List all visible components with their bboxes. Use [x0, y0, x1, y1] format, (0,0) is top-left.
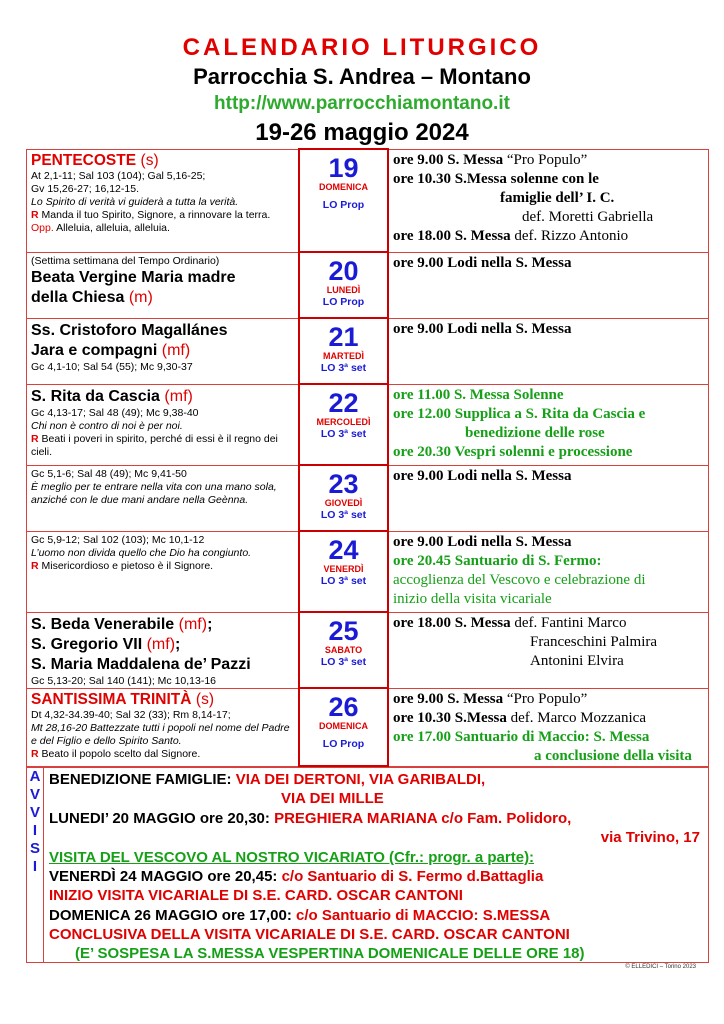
feast-rank: (s) [140, 151, 159, 169]
date-cell [299, 318, 388, 384]
office-week: LO 3ª set [320, 656, 367, 668]
response-label: R [31, 747, 39, 760]
office-week: LO Prop [322, 199, 365, 211]
day-of-week: VENERDÌ [323, 564, 364, 574]
notice-detail: c/o Santuario di MACCIO: S.MESSA [296, 907, 551, 924]
notices-box [26, 767, 709, 963]
notice-detail: CONCLUSIVA DELLA VISITA VICARIALE DI S.E. CARD. OSCAR CANTONI [49, 926, 570, 943]
feast-rank: (mf) [164, 387, 193, 405]
notice-label: VENERDÌ 24 MAGGIO ore 20,45: [49, 868, 278, 885]
notices-letter: V [29, 786, 40, 803]
date-cell [299, 531, 388, 612]
day-of-week: MARTEDÌ [323, 351, 364, 361]
punctuation: ; [207, 615, 213, 633]
notice-detail: VIA DEI DERTONI, VIA GARIBALDI, [235, 771, 486, 788]
schedule-cell [388, 384, 709, 465]
antiphon: Lo Spirito di verità vi guiderà a tutta la verità. [31, 195, 239, 208]
day-number: 23 [328, 469, 359, 499]
notices-letter: I [32, 822, 38, 839]
readings: Gc 5,9-12; Sal 102 (103); Mc 10,1-12 [31, 533, 205, 546]
day-number: 19 [328, 153, 359, 183]
feast-rank: (mf) [161, 341, 191, 359]
mass-intention: def. Moretti Gabriella [522, 208, 654, 225]
day-number: 25 [328, 616, 359, 646]
schedule-cell [388, 252, 709, 318]
notice-detail: c/o Santuario di S. Fermo d.Battaglia [281, 868, 544, 885]
opp-text: Alleluia, alleluia, alleluia. [56, 221, 170, 234]
mass-note: famiglie dell’ I. C. [500, 189, 615, 206]
mass-time: ore 17.00 Santuario di Maccio: S. Messa [393, 728, 650, 745]
readings: At 2,1-11; Sal 103 (104); Gal 5,16-25; [31, 169, 206, 182]
feast-title: PENTECOSTE [31, 151, 137, 169]
mass-time: ore 18.00 S. Messa [393, 614, 511, 631]
schedule-cell [388, 149, 709, 252]
notice-detail: INIZIO VISITA VICARIALE DI S.E. CARD. OSCAR CANTONI [49, 887, 463, 904]
readings: Gc 4,13-17; Sal 48 (49); Mc 9,38-40 [31, 406, 199, 419]
schedule-cell [388, 612, 709, 688]
liturgy-cell [27, 688, 300, 766]
date-cell [299, 612, 388, 688]
readings: Gc 4,1-10; Sal 54 (55); Mc 9,30-37 [31, 360, 193, 373]
day-row-24 [27, 531, 709, 612]
mass-note: inizio della visita vicariale [393, 590, 552, 607]
feast-title: Beata Vergine Maria madre [31, 268, 236, 286]
office-week: LO Prop [322, 738, 365, 750]
mass-intention: Antonini Elvira [530, 652, 624, 669]
readings: Gc 5,13-20; Sal 140 (141); Mc 10,13-16 [31, 674, 217, 687]
office-week: LO 3ª set [320, 509, 367, 521]
office-week: LO Prop [322, 296, 365, 308]
notice-label: LUNEDI’ 20 MAGGIO ore 20,30: [49, 810, 270, 827]
notice-detail: VIA DEI MILLE [281, 790, 384, 807]
day-row-26 [27, 688, 709, 766]
notice-label: BENEDIZIONE FAMIGLIE: [49, 771, 232, 788]
mass-note: accoglienza del Vescovo e celebrazione di [393, 571, 646, 588]
date-cell [299, 252, 388, 318]
mass-intention: def. Fantini Marco [514, 614, 627, 631]
day-row-23 [27, 465, 709, 531]
day-of-week: GIOVEDÌ [324, 498, 363, 508]
website-link[interactable]: http://www.parrocchiamontano.it [214, 93, 510, 114]
response-text: Misericordioso e pietoso è il Signore. [41, 559, 214, 572]
calendar-table [26, 148, 709, 767]
notice-detail: PREGHIERA MARIANA c/o Fam. Polidoro, [274, 810, 572, 827]
notices-label [27, 768, 44, 962]
liturgy-cell [27, 384, 300, 465]
response-label: R [31, 432, 39, 445]
day-number: 26 [328, 692, 359, 722]
office-week: LO 3ª set [320, 575, 367, 587]
feast-title-cont: Jara e compagni [31, 341, 158, 359]
mass-time: ore 10.30 S.Messa solenne con le [393, 170, 599, 187]
schedule-cell [388, 465, 709, 531]
notices-letter: A [29, 768, 41, 785]
feast-rank: (m) [128, 288, 153, 306]
feast-rank: (mf) [146, 635, 176, 653]
schedule-cell [388, 531, 709, 612]
schedule-cell [388, 688, 709, 766]
mass-intention: def. Marco Mozzanica [510, 709, 646, 726]
response-text: Beato il popolo scelto dal Signore. [41, 747, 201, 760]
feast-title: SANTISSIMA TRINITÀ [31, 690, 192, 708]
mass-note: def. Rizzo Antonio [514, 227, 629, 244]
notice-heading: VISITA DEL VESCOVO AL NOSTRO VICARIATO (Cfr.: progr. a parte): [49, 849, 535, 866]
feast-rank: (s) [195, 690, 214, 708]
mass-intention: Franceschini Palmira [530, 633, 658, 650]
copyright: © ELLEDICI – Torino 2023 [625, 964, 696, 970]
readings: Dt 4,32-34.39-40; Sal 32 (33); Rm 8,14-17; [31, 708, 231, 721]
antiphon: L’uomo non divida quello che Dio ha congiunto. [31, 546, 252, 559]
day-number: 22 [328, 388, 359, 418]
notice-detail: via Trivino, 17 [600, 829, 700, 846]
feast-rank: (mf) [178, 615, 208, 633]
day-row-19 [27, 149, 709, 252]
mass-time: ore 9.00 Lodi nella S. Messa [393, 533, 572, 550]
mass-time: ore 9.00 Lodi nella S. Messa [393, 254, 572, 271]
day-of-week: MERCOLEDÌ [316, 417, 371, 427]
notice-detail: (E’ SOSPESA LA S.MESSA VESPERTINA DOMENICALE DELLE ORE 18) [75, 945, 585, 962]
punctuation: ; [175, 635, 181, 653]
feast-title: Ss. Cristoforo Magallánes [31, 321, 228, 339]
mass-note: “Pro Populo” [506, 151, 588, 168]
mass-time: ore 18.00 S. Messa [393, 227, 511, 244]
parish-name: Parrocchia S. Andrea – Montano [193, 64, 531, 89]
day-number: 20 [328, 256, 359, 286]
mass-time: ore 20.45 Santuario di S. Fermo: [393, 552, 602, 569]
day-row-22 [27, 384, 709, 465]
day-number: 24 [328, 535, 359, 565]
feast-title: S. Rita da Cascia [31, 387, 160, 405]
response-text: Manda il tuo Spirito, Signore, a rinnovare la terra. [41, 208, 271, 221]
liturgy-cell [27, 318, 300, 384]
readings: Gc 5,1-6; Sal 48 (49); Mc 9,41-50 [31, 467, 187, 480]
liturgy-cell [27, 465, 300, 531]
week-note: (Settima settimana del Tempo Ordinario) [31, 254, 220, 267]
mass-time: ore 12.00 Supplica a S. Rita da Cascia e [393, 405, 646, 422]
antiphon: È meglio per te entrare nella vita con una mano sola, anziché con le due mani andare nella Geènna. [31, 480, 277, 506]
date-cell [299, 465, 388, 531]
day-row-21 [27, 318, 709, 384]
mass-time: ore 9.00 Lodi nella S. Messa [393, 467, 572, 484]
page-title: CALENDARIO LITURGICO [182, 34, 542, 61]
mass-time: ore 9.00 S. Messa [393, 690, 504, 707]
antiphon: Chi non è contro di noi è per noi. [31, 419, 183, 432]
date-cell [299, 688, 388, 766]
notices-letter: I [32, 858, 38, 875]
mass-time: ore 11.00 S. Messa Solenne [393, 386, 564, 403]
feast-title-cont: della Chiesa [31, 288, 125, 306]
saint-name: S. Beda Venerabile [31, 615, 175, 633]
mass-time: ore 20.30 Vespri solenni e processione [393, 443, 633, 460]
saint-name: S. Maria Maddalena de’ Pazzi [31, 655, 251, 673]
liturgy-cell [27, 149, 300, 252]
response-label: R [31, 559, 39, 572]
day-of-week: DOMENICA [319, 721, 368, 731]
date-cell [299, 149, 388, 252]
day-row-20 [27, 252, 709, 318]
liturgy-cell [27, 252, 300, 318]
liturgy-cell [27, 612, 300, 688]
response-label: R [31, 208, 39, 221]
office-week: LO 3ª set [320, 362, 367, 374]
day-row-25 [27, 612, 709, 688]
liturgy-cell [27, 531, 300, 612]
notice-label: DOMENICA 26 MAGGIO ore 17,00: [49, 907, 292, 924]
mass-time: ore 9.00 Lodi nella S. Messa [393, 320, 572, 337]
day-number: 21 [328, 322, 359, 352]
date-cell [299, 384, 388, 465]
mass-note: “Pro Populo” [506, 690, 588, 707]
mass-time: ore 9.00 S. Messa [393, 151, 504, 168]
notices-letter: S [29, 840, 40, 857]
day-of-week: LUNEDÌ [326, 285, 361, 295]
date-range: 19-26 maggio 2024 [255, 119, 469, 146]
day-of-week: DOMENICA [319, 182, 368, 192]
saint-name: S. Gregorio VII [31, 635, 143, 653]
notices-letter: V [29, 804, 40, 821]
mass-time: ore 10.30 S.Messa [393, 709, 507, 726]
response-text: Beati i poveri in spirito, perché di essi è il regno dei cieli. [31, 432, 278, 458]
mass-note: a conclusione della visita [534, 747, 692, 764]
schedule-cell [388, 318, 709, 384]
antiphon: Mt 28,16-20 Battezzate tutti i popoli nel nome del Padre e del Figlio e dello Spirito Santo. [31, 721, 290, 747]
day-of-week: SABATO [324, 645, 363, 655]
readings-cont: Gv 15,26-27; 16,12-15. [31, 182, 139, 195]
office-week: LO 3ª set [320, 428, 367, 440]
opp-label: Opp. [31, 221, 54, 234]
mass-note: benedizione delle rose [465, 424, 605, 441]
